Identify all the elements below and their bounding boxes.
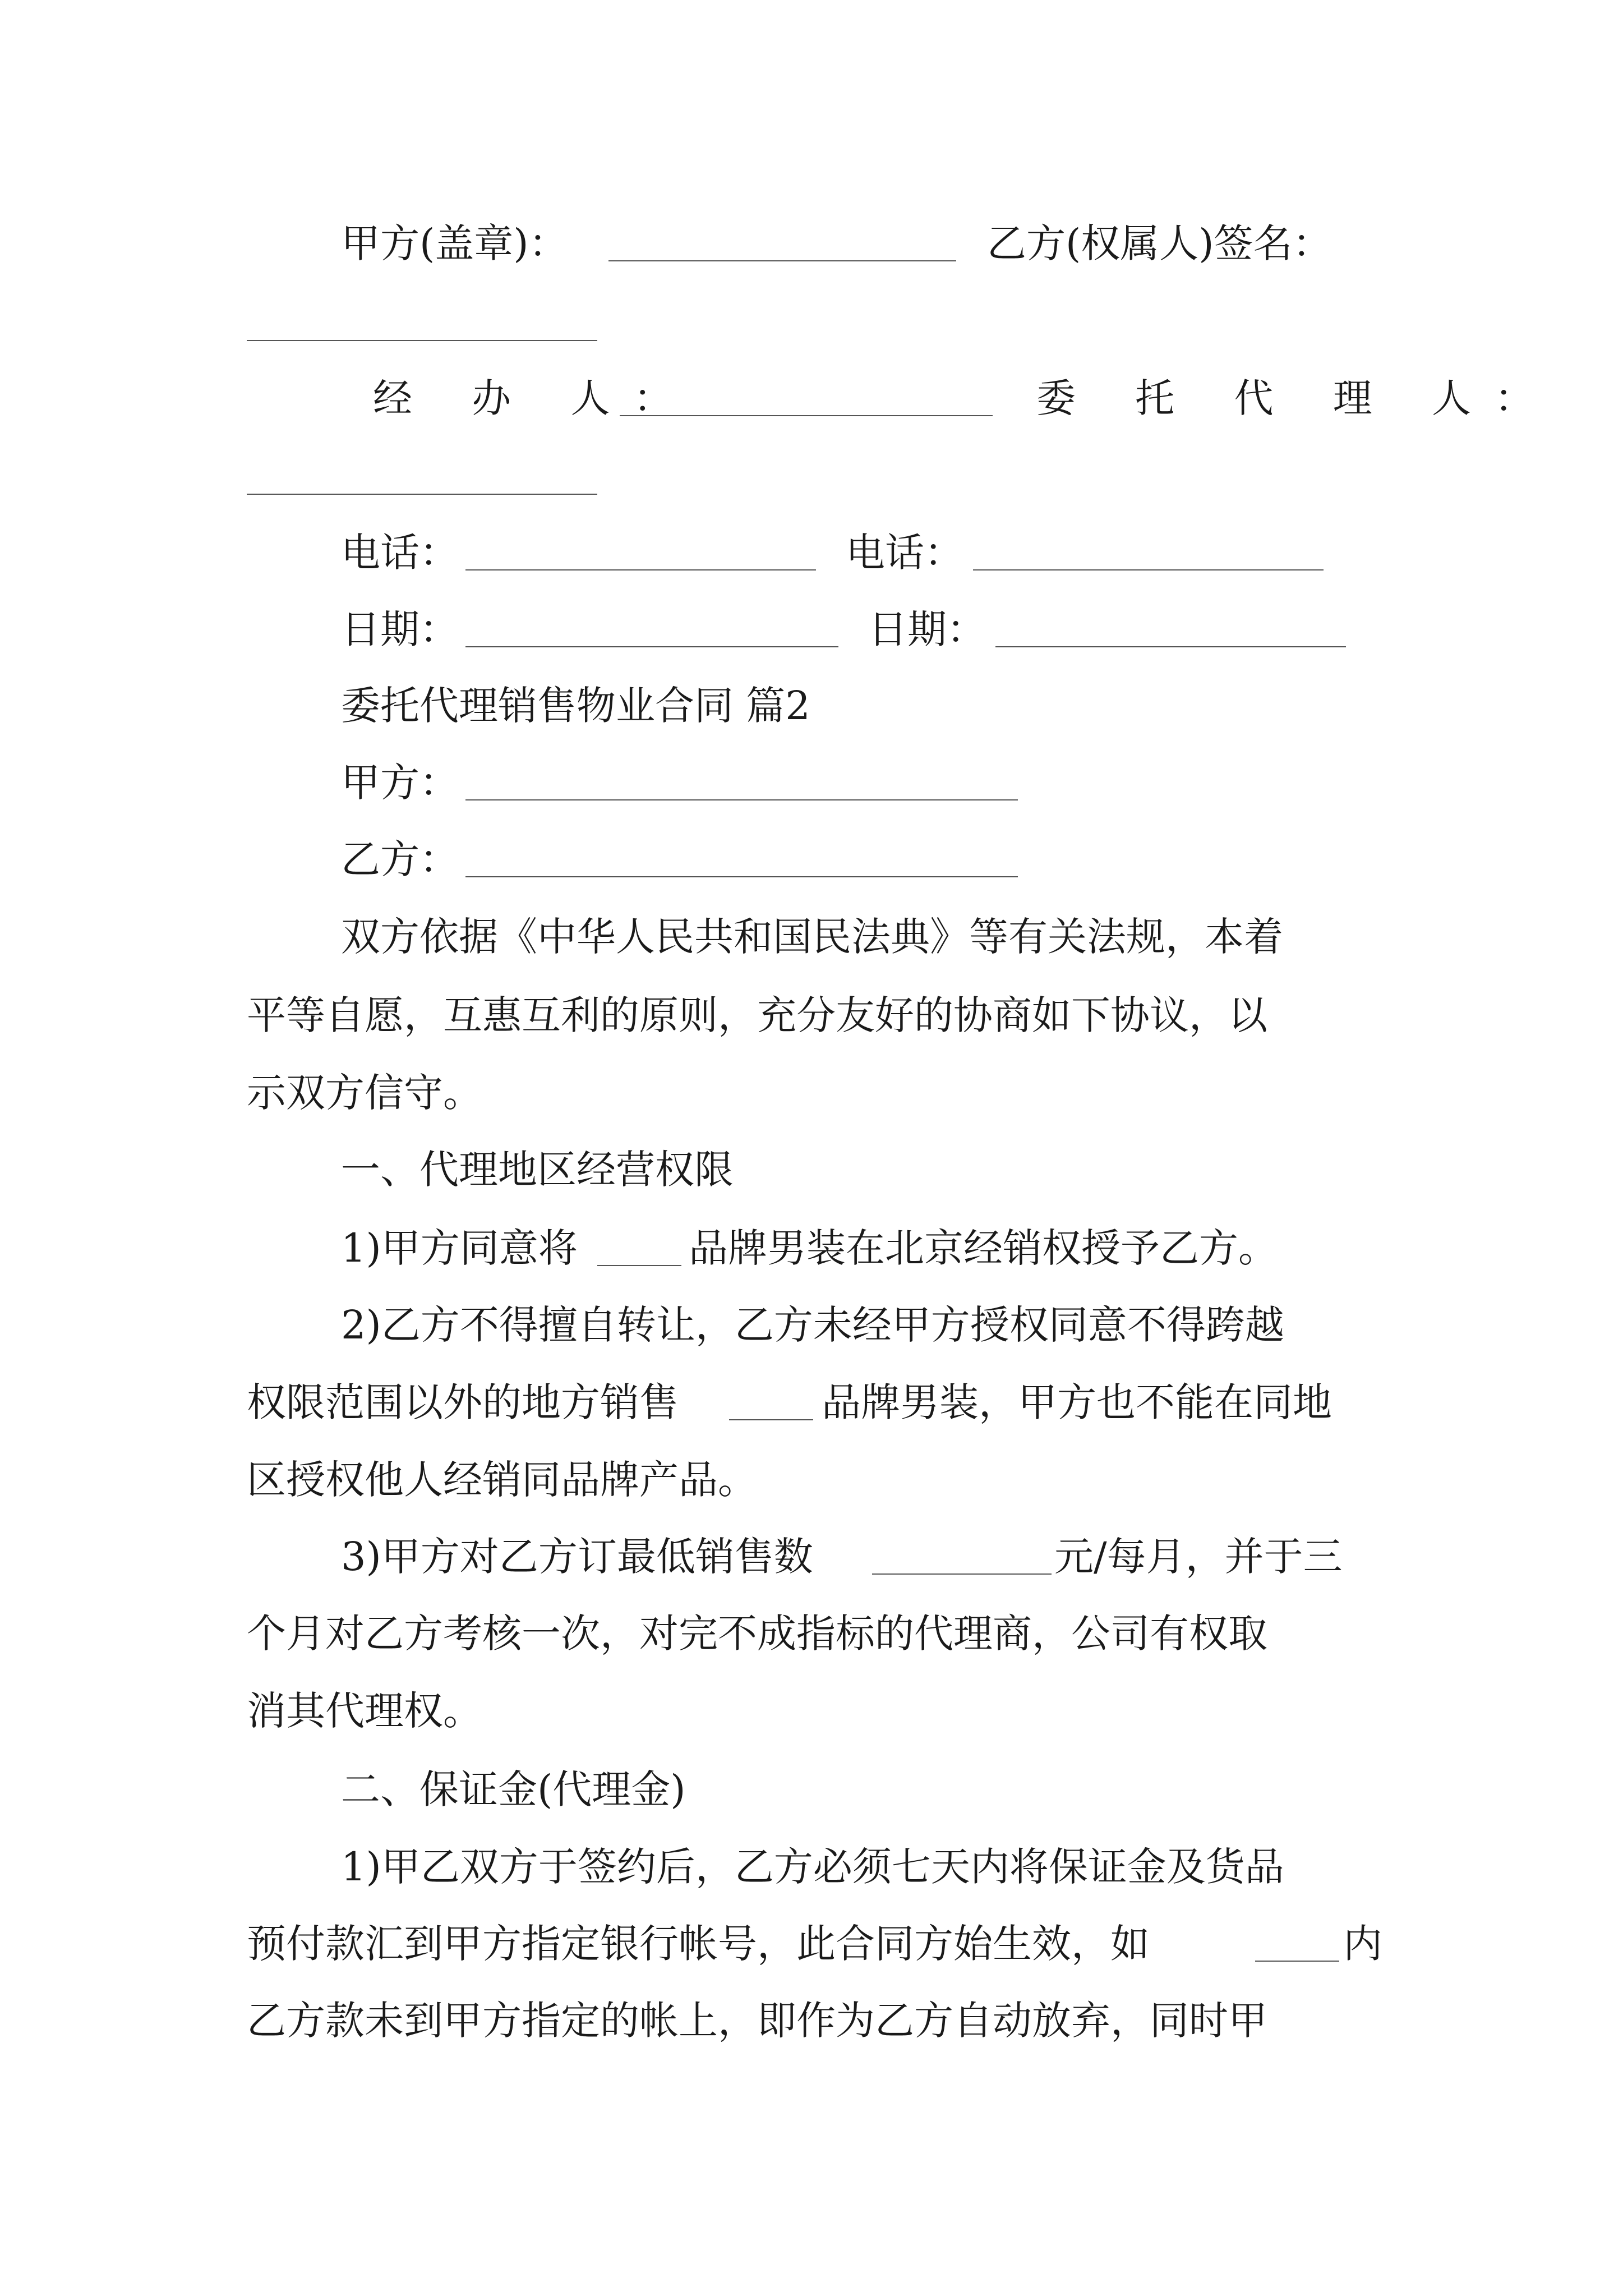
handler-label: 经 办 人： [373, 375, 697, 421]
s1-item3-line-1 [0, 1529, 1623, 1585]
brand-blank-2 [729, 1419, 813, 1420]
date-line [0, 601, 1623, 657]
s2-item1-line-2 [0, 1916, 1623, 1972]
handler-agent-line [0, 370, 1623, 426]
contract-title-line [0, 678, 1623, 734]
party-b-blank [465, 876, 1018, 877]
section2-heading-line [0, 1761, 1623, 1818]
party-a-line [0, 754, 1623, 811]
intro-line-2 [0, 987, 1623, 1043]
s1-item3-line-2 [0, 1605, 1623, 1662]
phone-label-b: 电话： [846, 530, 963, 576]
agent-blank [247, 494, 597, 495]
agent-label: 委 托 代 理 人： [1036, 375, 1558, 421]
party-a-seal-label: 甲方(盖章)： [341, 220, 568, 266]
section2-heading: 二、保证金(代理金) [341, 1766, 686, 1812]
s1-item3-text-1-pre: 3)甲方对乙方订最低销售数 [341, 1534, 813, 1580]
party-a-label: 甲方： [341, 760, 459, 806]
s1-item1-post: 品牌男装在北京经销权授予乙方。 [689, 1225, 1278, 1271]
s1-item2-text-2-pre: 权限范围以外的地方销售 [247, 1379, 679, 1425]
s1-item3-text-2: 个月对乙方考核一次，对完不成指标的代理商，公司有权取 [247, 1611, 1267, 1657]
intro-line-1 [0, 909, 1623, 965]
intro-text-3: 示双方信守。 [247, 1070, 482, 1116]
seal-sign-line [0, 215, 1623, 272]
deadline-blank [1255, 1961, 1339, 1962]
party-b-sign-blank [247, 340, 597, 341]
s1-item2-text-3: 区授权他人经销同品牌产品。 [247, 1457, 757, 1503]
s2-item1-text-2-pre: 预付款汇到甲方指定银行帐号，此合同方始生效，如 [247, 1921, 1150, 1967]
date-blank-b [995, 646, 1346, 647]
s1-item3-text-3: 消其代理权。 [247, 1688, 482, 1734]
party-b-label: 乙方： [341, 836, 459, 882]
s2-item1-line-3 [0, 1993, 1623, 2049]
s2-item1-text-1: 1)甲乙双方于签约后，乙方必须七天内将保证金及货品 [341, 1844, 1284, 1890]
intro-line-3 [0, 1065, 1623, 1121]
s2-item1-text-3: 乙方款未到甲方指定的帐上，即作为乙方自动放弃，同时甲 [247, 1998, 1267, 2044]
s1-item2-line-2 [0, 1374, 1623, 1430]
s1-item2-text-2-post: 品牌男装，甲方也不能在同地 [822, 1379, 1332, 1425]
s2-item1-line-1 [0, 1839, 1623, 1895]
phone-blank-b [973, 569, 1324, 570]
section1-heading: 一、代理地区经营权限 [341, 1147, 734, 1193]
phone-line [0, 524, 1623, 581]
min-sales-blank [872, 1573, 1052, 1575]
party-a-blank [465, 799, 1018, 800]
party-b-line [0, 831, 1623, 887]
s1-item2-line-1 [0, 1297, 1623, 1353]
brand-blank-1 [597, 1265, 681, 1266]
s1-item1-line [0, 1220, 1623, 1276]
s1-item1-pre: 1)甲方同意将 [341, 1225, 578, 1271]
intro-text-1: 双方依据《中华人民共和国民法典》等有关法规，本着 [341, 914, 1283, 960]
intro-text-2: 平等自愿，互惠互利的原则，充分友好的协商如下协议，以 [247, 992, 1267, 1038]
date-label-a: 日期： [341, 606, 459, 652]
party-a-seal-blank [608, 260, 956, 261]
party-b-sign-label: 乙方(权属人)签名： [987, 220, 1332, 266]
s1-item2-text-1: 2)乙方不得擅自转让，乙方未经甲方授权同意不得跨越 [341, 1302, 1284, 1348]
s2-item1-text-2-post: 内 [1343, 1921, 1382, 1967]
handler-blank [620, 415, 993, 416]
section1-heading-line [0, 1142, 1623, 1198]
date-label-b: 日期： [868, 606, 986, 652]
date-blank-a [465, 646, 838, 647]
s1-item3-text-1-post: 元/每月，并于三 [1054, 1534, 1343, 1580]
contract-title: 委托代理销售物业合同 篇2 [341, 683, 810, 729]
phone-blank-a [465, 569, 816, 570]
phone-label-a: 电话： [341, 530, 459, 576]
s1-item3-line-3 [0, 1683, 1623, 1739]
s1-item2-line-3 [0, 1452, 1623, 1508]
